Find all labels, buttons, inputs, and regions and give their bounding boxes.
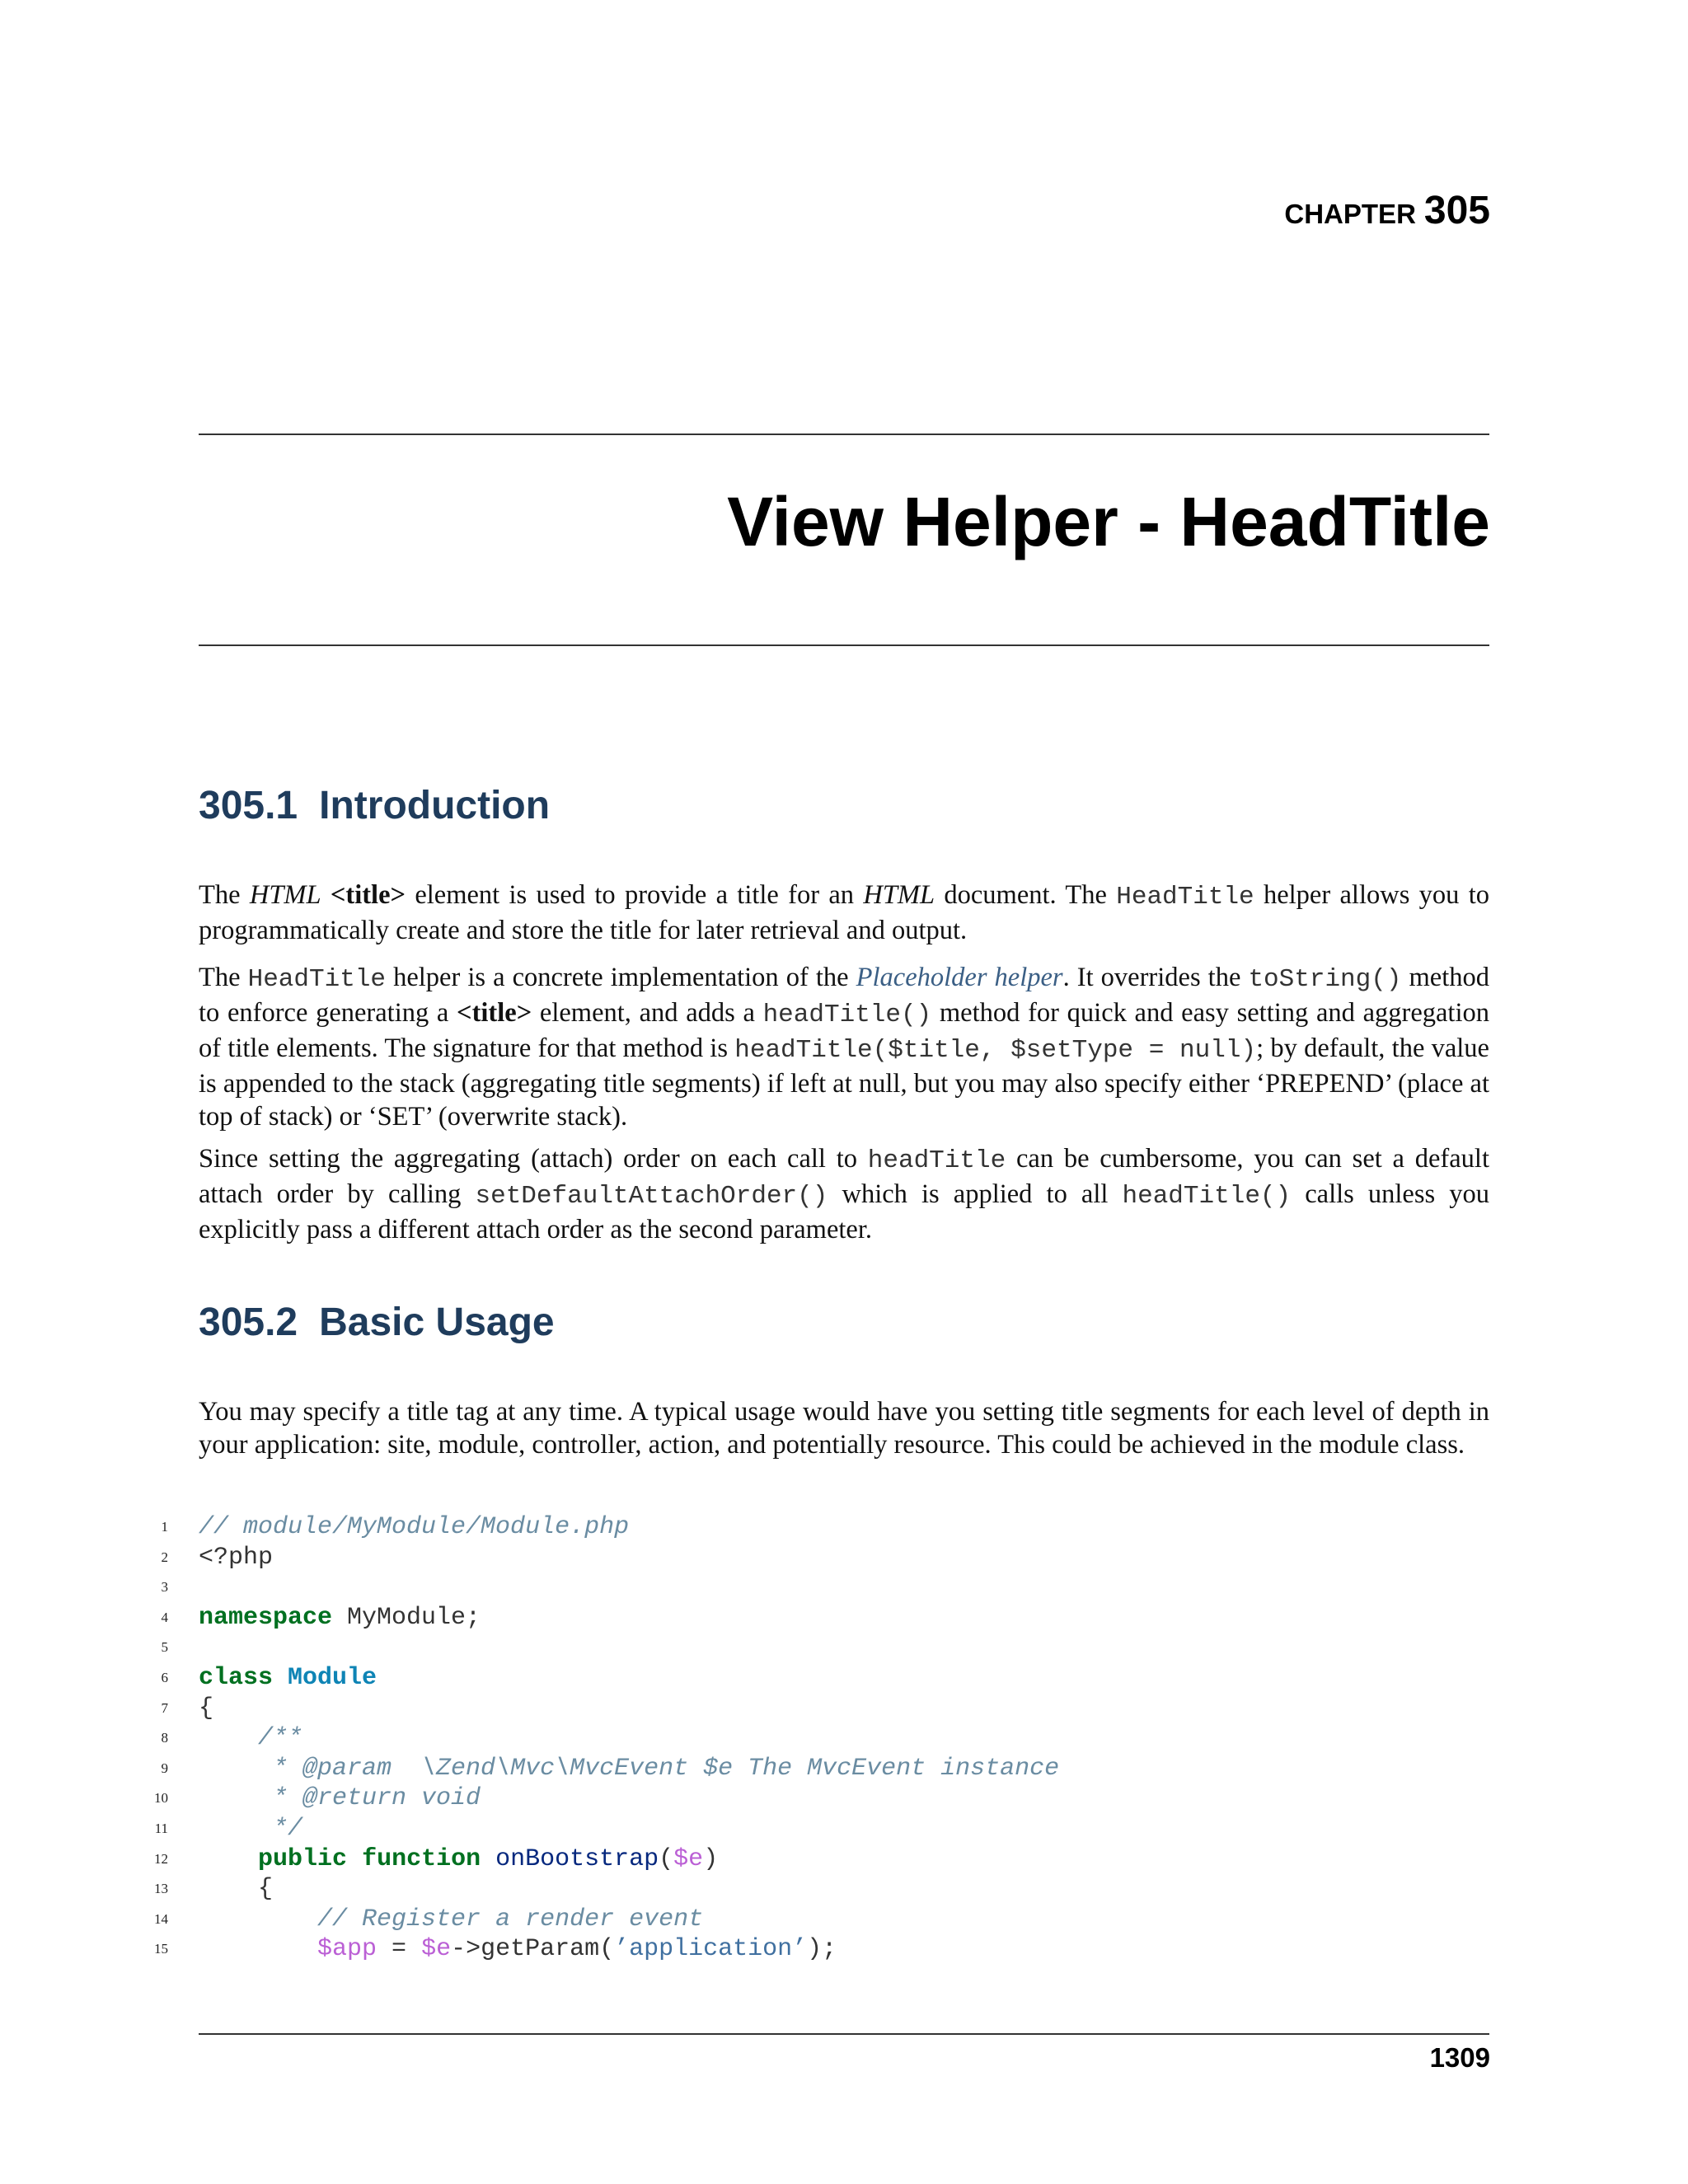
- inline-code: HeadTitle: [247, 965, 387, 994]
- code-line: [148, 1512, 1489, 1543]
- line-number: 8: [161, 1730, 168, 1746]
- code-line: [148, 1633, 1489, 1663]
- text-run-bold: <title>: [330, 880, 406, 910]
- code-line: [148, 1905, 1489, 1935]
- code-text: =: [377, 1935, 422, 1964]
- footer-rule: [199, 2033, 1489, 2035]
- code-line: [148, 1754, 1489, 1784]
- line-number: 3: [161, 1579, 168, 1596]
- line-number: 10: [154, 1790, 168, 1807]
- text-run: [321, 880, 331, 910]
- code-line: [148, 1572, 1489, 1603]
- code-function-name: onBootstrap: [495, 1844, 659, 1873]
- line-number: 9: [161, 1760, 168, 1776]
- text-run: method to enforce generating a: [199, 963, 1490, 1028]
- inline-code: HeadTitle: [1116, 883, 1254, 912]
- code-string: ’application’: [614, 1935, 808, 1964]
- chapter-number: 305: [1423, 189, 1490, 232]
- line-number: 2: [161, 1549, 168, 1565]
- code-line: [148, 1874, 1489, 1905]
- code-line: [148, 1543, 1489, 1573]
- code-comment: /**: [258, 1724, 303, 1753]
- text-run-italic: HTML: [249, 880, 321, 910]
- section-number: 305.2: [199, 1301, 298, 1344]
- placeholder-helper-link[interactable]: Placeholder helper: [856, 963, 1063, 992]
- intro-paragraph-2: [199, 961, 1489, 1133]
- line-number: 14: [154, 1910, 168, 1927]
- text-run: The: [199, 963, 248, 992]
- title-top-rule: [199, 434, 1489, 435]
- code-line: [148, 1723, 1489, 1754]
- chapter-title: View Helper - HeadTitle: [727, 483, 1490, 560]
- code-variable: $e: [421, 1935, 452, 1964]
- intro-paragraph-3: [199, 1142, 1489, 1246]
- text-run: method for quick and easy setting and aggregation of title elements. The signature for that method is: [199, 998, 1489, 1063]
- line-number: 13: [154, 1881, 168, 1897]
- text-run: helper allows you to programmatically create and store the title for later retrieval and output.: [199, 880, 1489, 945]
- code-line: [148, 1783, 1489, 1814]
- section-heading-basic-usage: [199, 1300, 555, 1345]
- code-text: {: [258, 1875, 274, 1904]
- code-keyword: function: [362, 1844, 481, 1873]
- text-run: which is applied to all: [828, 1179, 1123, 1209]
- code-text: ->getParam(: [451, 1935, 615, 1964]
- code-text: ): [703, 1844, 719, 1873]
- text-run: element, and adds a: [532, 998, 763, 1028]
- line-number: 11: [154, 1820, 168, 1836]
- text-run: You may specify a title tag at any time. A typical usage would have you setting title segments for each level of depth in your application: site, module, controller, action, and potentially resource. This could be achieved in the module class.: [199, 1397, 1489, 1460]
- text-run: . It overrides the: [1062, 963, 1249, 992]
- chapter-word: CHAPTER: [1284, 199, 1416, 229]
- inline-code: headTitle(): [762, 1001, 932, 1029]
- code-keyword: public: [258, 1844, 348, 1873]
- line-number: 15: [154, 1941, 168, 1957]
- text-run: Since setting the aggregating (attach) order on each call to: [199, 1144, 868, 1174]
- code-line: [148, 1934, 1489, 1965]
- text-run: can be cumbersome, you can set a default attach order by calling: [199, 1144, 1489, 1209]
- code-line: [148, 1603, 1489, 1633]
- text-run: The: [199, 880, 250, 910]
- code-comment: * @param \Zend\Mvc\MvcEvent $e The MvcEvent instance: [258, 1754, 1060, 1783]
- intro-paragraph-1: [199, 879, 1489, 947]
- code-class-name: Module: [288, 1663, 377, 1692]
- code-comment: // Register a render event: [317, 1905, 704, 1933]
- code-variable: $app: [317, 1935, 377, 1964]
- inline-code: setDefaultAttachOrder(): [475, 1182, 828, 1211]
- line-number: 4: [161, 1609, 168, 1625]
- code-text: );: [807, 1935, 837, 1964]
- code-line: [148, 1814, 1489, 1844]
- section-title: Introduction: [319, 784, 551, 827]
- line-number: 7: [161, 1699, 168, 1716]
- section-number: 305.1: [199, 784, 298, 827]
- section-heading-introduction: [199, 783, 550, 828]
- usage-paragraph: [199, 1395, 1489, 1461]
- line-number: 12: [154, 1850, 168, 1867]
- code-listing: [148, 1512, 1489, 1965]
- text-run-italic: HTML: [863, 880, 935, 910]
- text-run-bold: <title>: [457, 998, 532, 1028]
- code-line: [148, 1694, 1489, 1724]
- line-number: 1: [161, 1519, 168, 1535]
- text-run: calls unless you explicitly pass a different attach order as the second parameter.: [199, 1179, 1489, 1244]
- line-number: 5: [161, 1639, 168, 1656]
- text-run: document. The: [935, 880, 1117, 910]
- text-run: helper is a concrete implementation of the: [386, 963, 856, 992]
- code-line: [148, 1663, 1489, 1694]
- text-run: element is used to provide a title for an: [406, 880, 864, 910]
- line-number: 6: [161, 1669, 168, 1685]
- inline-code: headTitle($title, $setType = null): [734, 1036, 1257, 1065]
- section-title: Basic Usage: [319, 1301, 555, 1344]
- inline-code: headTitle: [867, 1146, 1006, 1175]
- page-number: 1309: [1429, 2042, 1490, 2073]
- inline-code: headTitle(): [1122, 1182, 1292, 1211]
- code-text: (: [659, 1844, 674, 1873]
- code-line: [148, 1844, 1489, 1875]
- inline-code: toString(): [1248, 965, 1402, 994]
- code-text: {: [199, 1694, 214, 1722]
- text-run: ; by default, the value is appended to the stack (aggregating title segments) if left at null, but you may also specify either ‘PREPEND’ (place at top of stack) or ‘SET’ (overwrite stack).: [199, 1033, 1489, 1132]
- code-comment: * @return void: [258, 1784, 481, 1813]
- code-comment: // module/MyModule/Module.php: [199, 1513, 630, 1541]
- code-variable: $e: [673, 1844, 704, 1873]
- title-bottom-rule: [199, 644, 1489, 646]
- code-text: MyModule;: [332, 1603, 481, 1632]
- code-keyword: class: [199, 1663, 274, 1692]
- code-comment: */: [258, 1814, 303, 1843]
- code-keyword: namespace: [199, 1603, 333, 1632]
- code-text: <?php: [199, 1543, 274, 1572]
- chapter-label: [1284, 188, 1490, 233]
